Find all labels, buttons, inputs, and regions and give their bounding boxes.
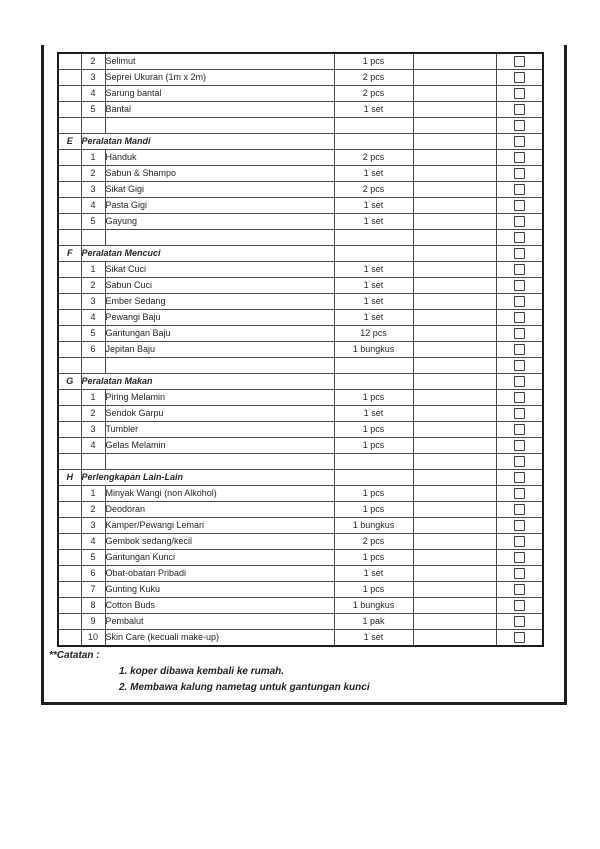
checkbox-cell [496, 598, 543, 614]
checkbox-cell [496, 518, 543, 534]
item-row [58, 550, 543, 566]
item-checkbox[interactable] [514, 88, 525, 99]
item-name-cell: Selimut [105, 53, 334, 70]
quantity-cell [334, 358, 413, 374]
item-row [58, 326, 543, 342]
notes-list [119, 666, 370, 698]
checkbox-cell [496, 150, 543, 166]
row-letter-cell [58, 342, 81, 358]
row-letter-cell [58, 518, 81, 534]
row-number-cell: 2 [81, 53, 105, 70]
quantity-cell: 1 set [334, 566, 413, 582]
checkbox-cell [496, 53, 543, 70]
item-name-cell: Sikat Gigi [105, 182, 334, 198]
row-letter-cell [58, 214, 81, 230]
row-number-cell: 4 [81, 198, 105, 214]
checkbox-cell [496, 582, 543, 598]
quantity-cell: 1 pcs [334, 486, 413, 502]
item-row [58, 294, 543, 310]
item-name-cell: Handuk [105, 150, 334, 166]
quantity-cell: 2 pcs [334, 182, 413, 198]
row-number-cell [81, 358, 105, 374]
remarks-cell [413, 230, 496, 246]
item-checkbox[interactable] [514, 424, 525, 435]
item-name-cell: Pewangi Baju [105, 310, 334, 326]
row-letter-cell [58, 230, 81, 246]
section-header-row [58, 374, 543, 390]
remarks-cell [413, 102, 496, 118]
item-checkbox[interactable] [514, 632, 525, 643]
remarks-cell [413, 53, 496, 70]
checkbox-cell [496, 86, 543, 102]
row-number-cell: 3 [81, 294, 105, 310]
row-number-cell: 2 [81, 502, 105, 518]
checkbox-cell [496, 470, 543, 486]
checkbox-cell [496, 422, 543, 438]
checkbox-cell [496, 566, 543, 582]
item-name-cell: Pembalut [105, 614, 334, 630]
checkbox-cell [496, 534, 543, 550]
quantity-cell: 1 pcs [334, 438, 413, 454]
remarks-cell [413, 86, 496, 102]
quantity-cell [334, 454, 413, 470]
row-number-cell: 1 [81, 262, 105, 278]
row-letter-cell [58, 550, 81, 566]
item-row [58, 86, 543, 102]
remarks-cell [413, 134, 496, 150]
checkbox-cell [496, 230, 543, 246]
quantity-cell: 1 pcs [334, 53, 413, 70]
checkbox-cell [496, 70, 543, 86]
row-number-cell: 5 [81, 326, 105, 342]
checkbox-cell [496, 278, 543, 294]
row-letter-cell [58, 118, 81, 134]
item-checkbox[interactable] [514, 72, 525, 83]
item-checkbox[interactable] [514, 536, 525, 547]
remarks-cell [413, 406, 496, 422]
section-letter-cell: G [58, 374, 81, 390]
row-number-cell: 2 [81, 166, 105, 182]
quantity-cell: 2 pcs [334, 150, 413, 166]
row-letter-cell [58, 502, 81, 518]
quantity-cell: 1 set [334, 262, 413, 278]
row-letter-cell [58, 70, 81, 86]
item-name-cell: Tumbler [105, 422, 334, 438]
item-name-cell: Pasta Gigi [105, 198, 334, 214]
quantity-cell: 2 pcs [334, 70, 413, 86]
remarks-cell [413, 470, 496, 486]
item-checkbox[interactable] [514, 392, 525, 403]
item-name-cell [105, 118, 334, 134]
row-number-cell: 4 [81, 86, 105, 102]
item-checkbox[interactable] [514, 280, 525, 291]
remarks-cell [413, 582, 496, 598]
item-row [58, 534, 543, 550]
row-number-cell: 7 [81, 582, 105, 598]
row-number-cell: 5 [81, 550, 105, 566]
item-name-cell: Deodoran [105, 502, 334, 518]
item-checkbox[interactable] [514, 360, 525, 371]
item-checkbox[interactable] [514, 376, 525, 387]
row-letter-cell [58, 262, 81, 278]
remarks-cell [413, 518, 496, 534]
quantity-cell [334, 134, 413, 150]
checkbox-cell [496, 102, 543, 118]
row-number-cell [81, 230, 105, 246]
quantity-cell [334, 374, 413, 390]
item-row [58, 166, 543, 182]
item-name-cell [105, 454, 334, 470]
row-letter-cell [58, 486, 81, 502]
item-row [58, 390, 543, 406]
item-checkbox[interactable] [514, 600, 525, 611]
item-checkbox[interactable] [514, 472, 525, 483]
quantity-cell: 1 set [334, 198, 413, 214]
item-row [58, 582, 543, 598]
checkbox-cell [496, 614, 543, 630]
item-row [58, 53, 543, 70]
item-row [58, 438, 543, 454]
item-checkbox[interactable] [514, 520, 525, 531]
checklist-table-body [58, 53, 543, 646]
row-number-cell: 3 [81, 422, 105, 438]
section-title-cell: Peralatan Makan [81, 374, 334, 390]
remarks-cell [413, 310, 496, 326]
checkbox-cell [496, 406, 543, 422]
remarks-cell [413, 566, 496, 582]
remarks-cell [413, 214, 496, 230]
row-letter-cell [58, 454, 81, 470]
remarks-cell [413, 70, 496, 86]
packing-checklist-table [57, 52, 544, 647]
spacer-row [58, 454, 543, 470]
remarks-cell [413, 246, 496, 262]
quantity-cell [334, 246, 413, 262]
remarks-cell [413, 278, 496, 294]
remarks-cell [413, 182, 496, 198]
item-checkbox[interactable] [514, 120, 525, 131]
row-letter-cell [58, 53, 81, 70]
quantity-cell: 1 set [334, 166, 413, 182]
item-row [58, 150, 543, 166]
item-name-cell: Obat-obatan Pribadi [105, 566, 334, 582]
checkbox-cell [496, 214, 543, 230]
checkbox-cell [496, 438, 543, 454]
item-name-cell: Bantal [105, 102, 334, 118]
row-letter-cell [58, 422, 81, 438]
row-letter-cell [58, 630, 81, 647]
item-name-cell: Sabun Cuci [105, 278, 334, 294]
section-letter-cell: E [58, 134, 81, 150]
item-checkbox[interactable] [514, 184, 525, 195]
section-title-cell: Peralatan Mandi [81, 134, 334, 150]
remarks-cell [413, 374, 496, 390]
checkbox-cell [496, 502, 543, 518]
item-name-cell: Sendok Garpu [105, 406, 334, 422]
item-name-cell: Jepitan Baju [105, 342, 334, 358]
quantity-cell: 1 set [334, 214, 413, 230]
row-number-cell: 1 [81, 390, 105, 406]
remarks-cell [413, 326, 496, 342]
item-checkbox[interactable] [514, 488, 525, 499]
section-letter-cell: F [58, 246, 81, 262]
checkbox-cell [496, 294, 543, 310]
item-name-cell: Piring Melamin [105, 390, 334, 406]
row-letter-cell [58, 438, 81, 454]
item-checkbox[interactable] [514, 344, 525, 355]
remarks-cell [413, 342, 496, 358]
item-name-cell: Sarung bantal [105, 86, 334, 102]
item-checkbox[interactable] [514, 216, 525, 227]
row-letter-cell [58, 166, 81, 182]
item-name-cell: Gantungan Kunci [105, 550, 334, 566]
checkbox-cell [496, 166, 543, 182]
note-line: 2. Membawa kalung nametag untuk gantungan kunci [119, 682, 370, 693]
remarks-cell [413, 486, 496, 502]
remarks-cell [413, 262, 496, 278]
item-name-cell: Gantungan Baju [105, 326, 334, 342]
row-number-cell: 8 [81, 598, 105, 614]
remarks-cell [413, 198, 496, 214]
row-letter-cell [58, 582, 81, 598]
quantity-cell: 1 bungkus [334, 518, 413, 534]
item-row [58, 486, 543, 502]
item-checkbox[interactable] [514, 552, 525, 563]
quantity-cell: 1 set [334, 310, 413, 326]
quantity-cell: 1 set [334, 294, 413, 310]
row-number-cell: 9 [81, 614, 105, 630]
remarks-cell [413, 438, 496, 454]
checkbox-cell [496, 374, 543, 390]
item-row [58, 70, 543, 86]
row-letter-cell [58, 278, 81, 294]
item-checkbox[interactable] [514, 152, 525, 163]
item-row [58, 262, 543, 278]
row-number-cell: 6 [81, 342, 105, 358]
spacer-row [58, 230, 543, 246]
remarks-cell [413, 294, 496, 310]
remarks-cell [413, 534, 496, 550]
item-row [58, 502, 543, 518]
row-letter-cell [58, 614, 81, 630]
item-checkbox[interactable] [514, 408, 525, 419]
remarks-cell [413, 390, 496, 406]
quantity-cell [334, 118, 413, 134]
row-letter-cell [58, 358, 81, 374]
row-number-cell [81, 454, 105, 470]
row-number-cell: 3 [81, 182, 105, 198]
quantity-cell: 1 pcs [334, 582, 413, 598]
notes-heading: **Catatan : [49, 650, 100, 661]
checkbox-cell [496, 182, 543, 198]
item-checkbox[interactable] [514, 568, 525, 579]
item-checkbox[interactable] [514, 504, 525, 515]
remarks-cell [413, 630, 496, 647]
remarks-cell [413, 150, 496, 166]
checkbox-cell [496, 358, 543, 374]
quantity-cell: 1 set [334, 278, 413, 294]
item-name-cell [105, 358, 334, 374]
row-number-cell: 10 [81, 630, 105, 647]
checkbox-cell [496, 630, 543, 647]
item-checkbox[interactable] [514, 296, 525, 307]
quantity-cell: 1 pcs [334, 550, 413, 566]
item-row [58, 214, 543, 230]
item-checkbox[interactable] [514, 200, 525, 211]
item-row [58, 278, 543, 294]
item-checkbox[interactable] [514, 168, 525, 179]
section-header-row [58, 246, 543, 262]
remarks-cell [413, 118, 496, 134]
row-number-cell: 1 [81, 486, 105, 502]
row-letter-cell [58, 310, 81, 326]
quantity-cell: 1 pcs [334, 390, 413, 406]
checkbox-cell [496, 454, 543, 470]
section-title-cell: Perlengkapan Lain-Lain [81, 470, 334, 486]
quantity-cell: 1 pcs [334, 502, 413, 518]
row-number-cell: 3 [81, 70, 105, 86]
section-title-cell: Peralatan Mencuci [81, 246, 334, 262]
item-name-cell: Skin Care (kecuali make-up) [105, 630, 334, 647]
item-checkbox[interactable] [514, 136, 525, 147]
item-name-cell: Gunting Kuku [105, 582, 334, 598]
row-number-cell: 5 [81, 214, 105, 230]
checkbox-cell [496, 246, 543, 262]
item-name-cell: Seprei Ukuran (1m x 2m) [105, 70, 334, 86]
remarks-cell [413, 614, 496, 630]
quantity-cell: 1 bungkus [334, 598, 413, 614]
item-checkbox[interactable] [514, 456, 525, 467]
item-row [58, 198, 543, 214]
item-row [58, 630, 543, 647]
section-letter-cell: H [58, 470, 81, 486]
checkbox-cell [496, 342, 543, 358]
note-line: 1. koper dibawa kembali ke rumah. [119, 666, 285, 677]
item-checkbox[interactable] [514, 248, 525, 259]
remarks-cell [413, 166, 496, 182]
spacer-row [58, 118, 543, 134]
row-number-cell: 3 [81, 518, 105, 534]
row-number-cell: 4 [81, 438, 105, 454]
remarks-cell [413, 598, 496, 614]
row-number-cell: 4 [81, 534, 105, 550]
quantity-cell: 2 pcs [334, 86, 413, 102]
item-checkbox[interactable] [514, 328, 525, 339]
item-name-cell: Cotton Buds [105, 598, 334, 614]
item-row [58, 518, 543, 534]
item-checkbox[interactable] [514, 312, 525, 323]
item-checkbox[interactable] [514, 56, 525, 67]
checkbox-cell [496, 262, 543, 278]
row-letter-cell [58, 150, 81, 166]
row-number-cell: 2 [81, 278, 105, 294]
checkbox-cell [496, 198, 543, 214]
item-name-cell: Minyak Wangi (non Alkohol) [105, 486, 334, 502]
remarks-cell [413, 502, 496, 518]
checkbox-cell [496, 390, 543, 406]
row-letter-cell [58, 390, 81, 406]
row-letter-cell [58, 566, 81, 582]
checkbox-cell [496, 550, 543, 566]
checkbox-cell [496, 310, 543, 326]
item-row [58, 566, 543, 582]
row-number-cell: 1 [81, 150, 105, 166]
row-letter-cell [58, 294, 81, 310]
remarks-cell [413, 358, 496, 374]
row-letter-cell [58, 598, 81, 614]
checkbox-cell [496, 326, 543, 342]
item-checkbox[interactable] [514, 584, 525, 595]
row-number-cell: 6 [81, 566, 105, 582]
item-row [58, 310, 543, 326]
quantity-cell: 1 bungkus [334, 342, 413, 358]
item-name-cell: Sabun & Shampo [105, 166, 334, 182]
section-header-row [58, 470, 543, 486]
checkbox-cell [496, 118, 543, 134]
item-checkbox[interactable] [514, 264, 525, 275]
item-name-cell: Gelas Melamin [105, 438, 334, 454]
row-letter-cell [58, 534, 81, 550]
remarks-cell [413, 422, 496, 438]
quantity-cell: 1 set [334, 406, 413, 422]
item-name-cell: Gayung [105, 214, 334, 230]
checkbox-cell [496, 486, 543, 502]
item-row [58, 614, 543, 630]
quantity-cell [334, 230, 413, 246]
item-row [58, 342, 543, 358]
row-letter-cell [58, 86, 81, 102]
quantity-cell [334, 470, 413, 486]
item-row [58, 422, 543, 438]
row-letter-cell [58, 198, 81, 214]
row-number-cell: 5 [81, 102, 105, 118]
item-checkbox[interactable] [514, 104, 525, 115]
item-row [58, 102, 543, 118]
quantity-cell: 12 pcs [334, 326, 413, 342]
quantity-cell: 1 set [334, 102, 413, 118]
section-header-row [58, 134, 543, 150]
item-name-cell [105, 230, 334, 246]
item-name-cell: Ember Sedang [105, 294, 334, 310]
item-checkbox[interactable] [514, 616, 525, 627]
quantity-cell: 1 pak [334, 614, 413, 630]
row-number-cell: 4 [81, 310, 105, 326]
checkbox-cell [496, 134, 543, 150]
item-row [58, 598, 543, 614]
item-row [58, 182, 543, 198]
remarks-cell [413, 454, 496, 470]
item-checkbox[interactable] [514, 232, 525, 243]
row-letter-cell [58, 326, 81, 342]
item-name-cell: Kamper/Pewangi Lemari [105, 518, 334, 534]
row-letter-cell [58, 406, 81, 422]
remarks-cell [413, 550, 496, 566]
item-name-cell: Sikat Cuci [105, 262, 334, 278]
row-number-cell: 2 [81, 406, 105, 422]
item-name-cell: Gembok sedang/kecil [105, 534, 334, 550]
spacer-row [58, 358, 543, 374]
row-letter-cell [58, 102, 81, 118]
item-row [58, 406, 543, 422]
quantity-cell: 1 set [334, 630, 413, 647]
row-number-cell [81, 118, 105, 134]
quantity-cell: 2 pcs [334, 534, 413, 550]
quantity-cell: 1 pcs [334, 422, 413, 438]
row-letter-cell [58, 182, 81, 198]
item-checkbox[interactable] [514, 440, 525, 451]
